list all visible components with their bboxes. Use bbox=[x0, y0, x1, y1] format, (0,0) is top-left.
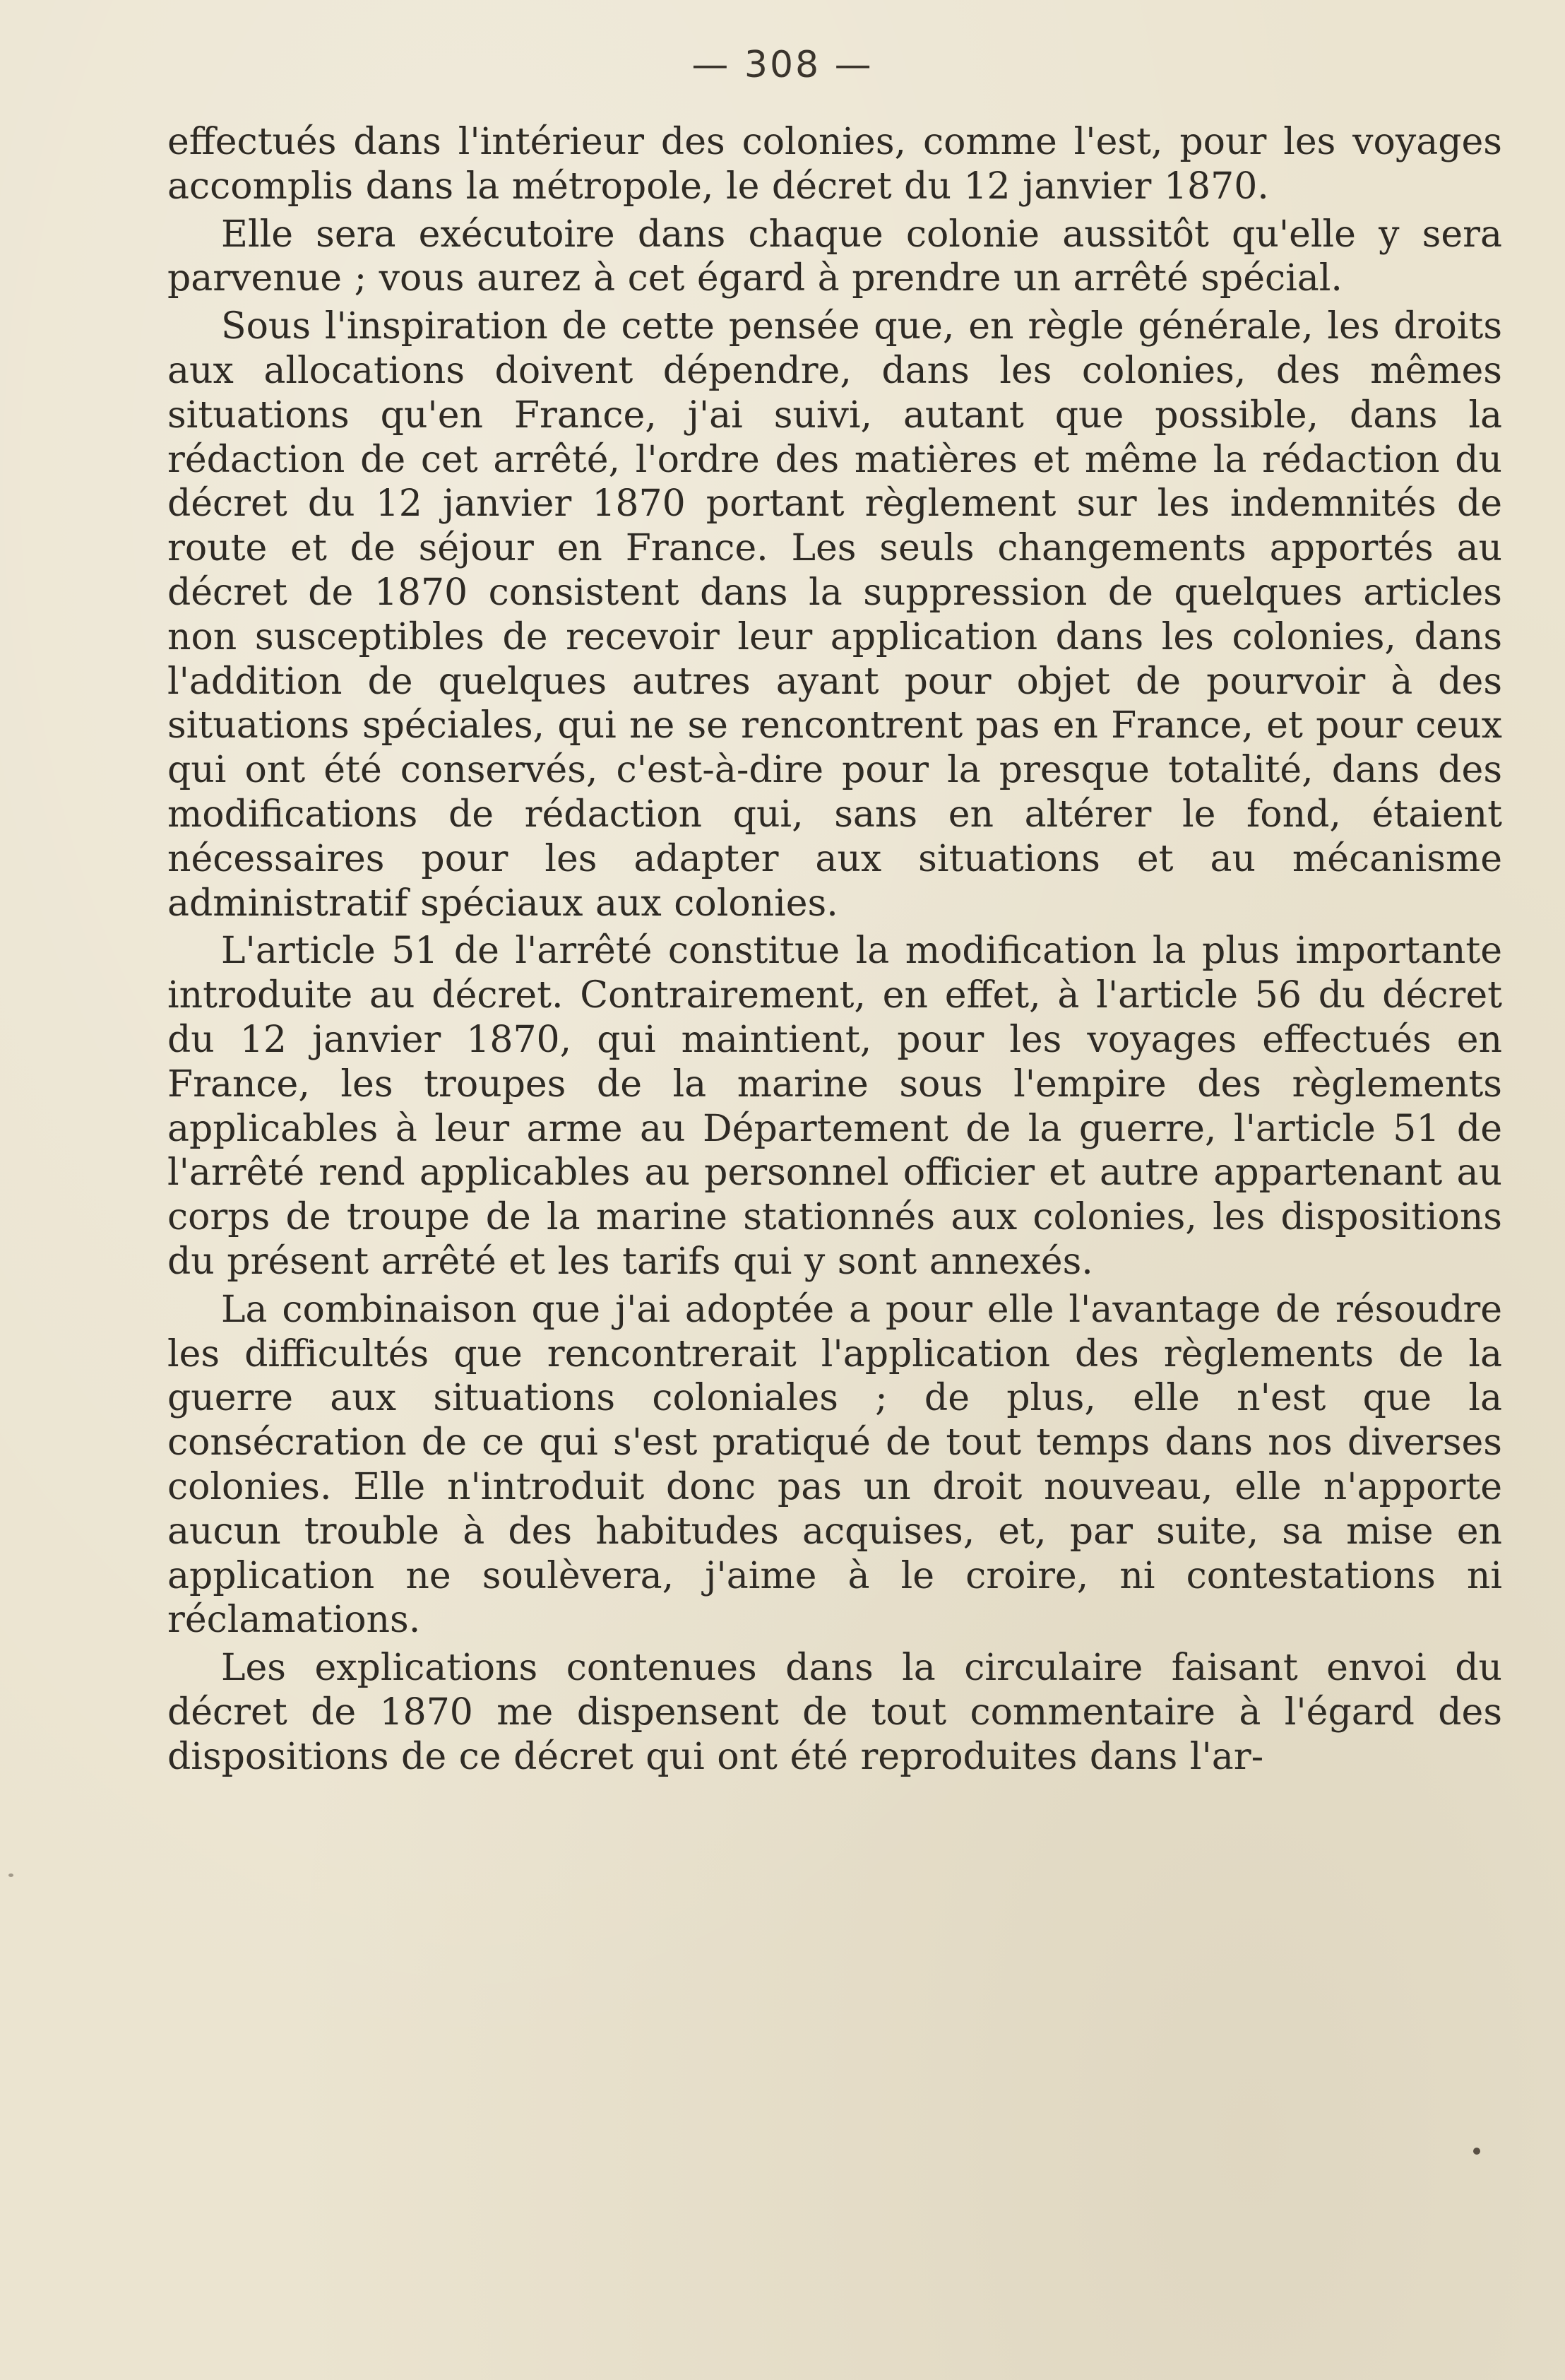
paper-speck bbox=[1473, 2148, 1480, 2155]
paragraph-4: L'article 51 de l'arrêté constitue la modification la plus importante introduite au décret. Contrairement, en effet, à l'article 56 du décret du 12 janvier 1870, qui maintient, pour les voyages effectués en France, les troupes de la marine sous l'empire des règlements applicables à leur arme au Département de la guerre, l'article 51 de l'arrêté rend applicables au personnel officier et autre appartenant au corps de troupe de la marine stationnés aux colonies, les dispositions du présent arrêté et les tarifs qui y sont annexés. bbox=[167, 930, 1502, 1283]
paragraph-3: Sous l'inspiration de cette pensée que, en règle générale, les droits aux allocations doivent dépendre, dans les colonies, des mêmes situations qu'en France, j'ai suivi, autant que possible, dans la rédaction de cet arrêté, l'ordre des matières et même la rédaction du décret du 12 janvier 1870 portant règlement sur les indemnités de route et de séjour en France. Les seuls changements apportés au décret de 1870 consistent dans la suppression de quelques articles non susceptibles de recevoir leur application dans les colonies, dans l'addition de quelques autres ayant pour objet de pourvoir à des situations spéciales, qui ne se rencontrent pas en France, et pour ceux qui ont été conservés, c'est-à-dire pour la presque totalité, dans des modifications de rédaction qui, sans en altérer le fond, étaient nécessaires pour les adapter aux situations et au mécanisme administratif spéciaux aux colonies. bbox=[167, 305, 1502, 925]
body-text bbox=[167, 120, 1502, 1779]
paragraph-5: La combinaison que j'ai adoptée a pour elle l'avantage de résoudre les difficultés que rencontrerait l'application des règlements de la guerre aux situations coloniales ; de plus, elle n'est que la consécration de ce qui s'est pratiqué de tout temps dans nos diverses colonies. Elle n'introduit donc pas un droit nouveau, elle n'apporte aucun trouble à des habitudes acquises, et, par suite, sa mise en application ne soulèvera, j'aime à le croire, ni contestations ni réclamations. bbox=[167, 1288, 1502, 1642]
paragraph-2: Elle sera exécutoire dans chaque colonie aussitôt qu'elle y sera parvenue ; vous aurez à cet égard à prendre un arrêté spécial. bbox=[167, 213, 1502, 300]
paper-speck bbox=[8, 1873, 13, 1877]
paragraph-6: Les explications contenues dans la circulaire faisant envoi du décret de 1870 me dispensent de tout commentaire à l'égard des dispositions de ce décret qui ont été reproduites dans l'ar- bbox=[167, 1647, 1502, 1778]
paragraph-1: effectués dans l'intérieur des colonies, comme l'est, pour les voyages accomplis dans la métropole, le décret du 12 janvier 1870. bbox=[167, 121, 1502, 208]
page-number: — 308 — bbox=[691, 44, 874, 86]
